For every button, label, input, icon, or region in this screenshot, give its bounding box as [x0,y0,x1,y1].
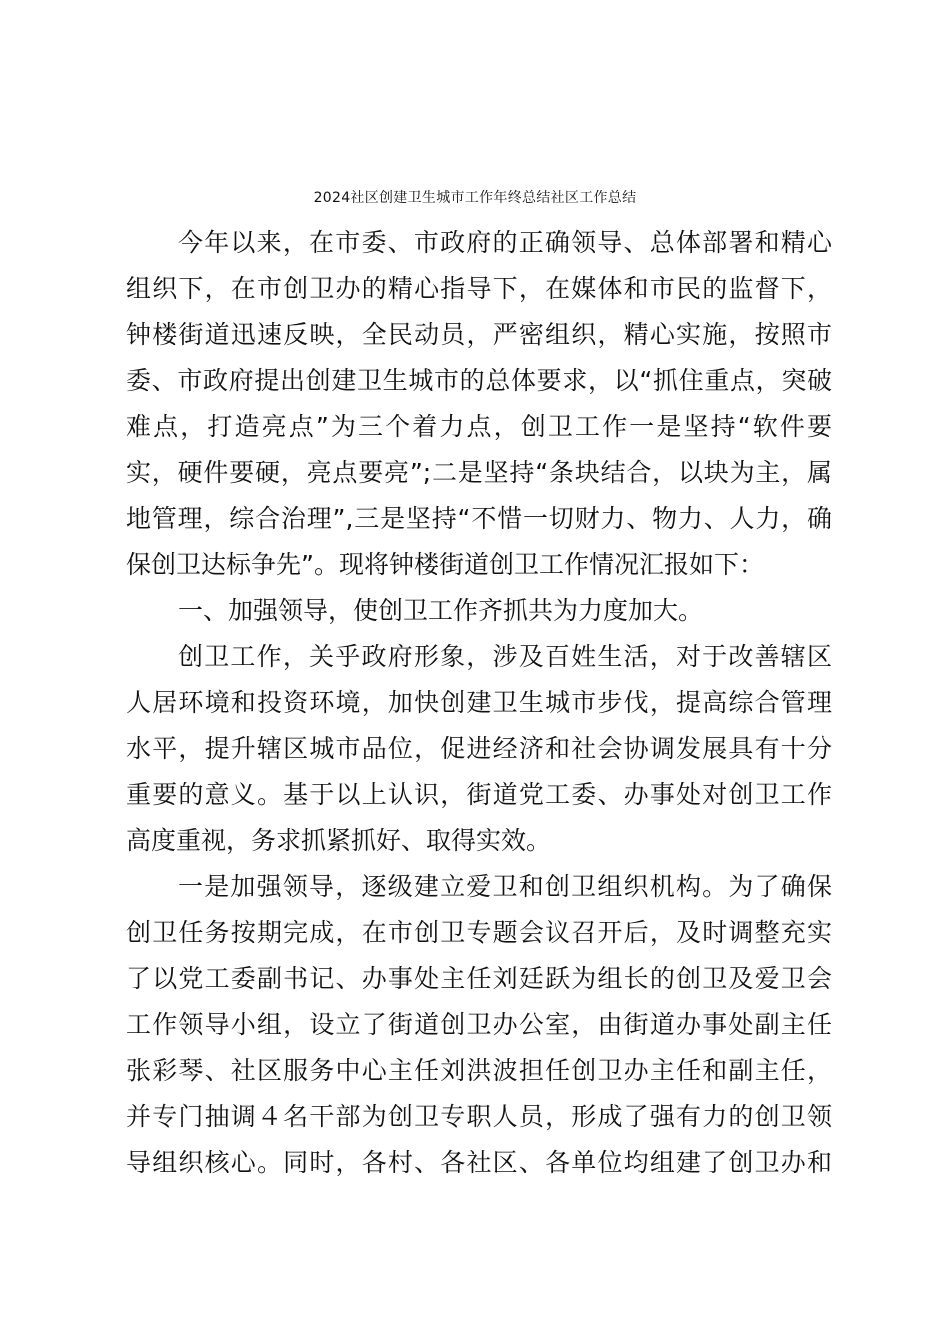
body-line: 导组织核心。同时，各村、各社区、各单位均组建了创卫办和 [126,1148,832,1177]
document-body [126,220,832,1186]
body-line: 张彩琴、社区服务中心主任刘洪波担任创卫办主任和副主任， [126,1056,832,1085]
body-line: 工作领导小组，设立了街道创卫办公室，由街道办事处副主任 [126,1010,832,1039]
body-line: 委、市政府提出创建卫生城市的总体要求，以“抓住重点，突破 [126,366,832,395]
body-line: 一、加强领导，使创卫工作齐抓共为力度加大。 [178,596,704,625]
document-title: 2024社区创建卫生城市工作年终总结社区工作总结 [313,190,637,206]
body-line: 地管理，综合治理”,三是坚持“不惜一切财力、物力、人力，确 [126,504,832,533]
body-line: 创卫工作，关乎政府形象，涉及百姓生活，对于改善辖区 [178,642,832,671]
body-line: 钟楼街道迅速反映，全民动员，严密组织，精心实施，按照市 [126,320,832,349]
body-line: 重要的意义。基于以上认识，街道党工委、办事处对创卫工作 [126,780,832,809]
body-line: 人居环境和投资环境，加快创建卫生城市步伐，提高综合管理 [126,688,832,717]
body-line: 一是加强领导，逐级建立爱卫和创卫组织机构。为了确保 [178,872,832,901]
body-line: 了以党工委副书记、办事处主任刘廷跃为组长的创卫及爱卫会 [126,964,832,993]
body-line: 难点，打造亮点”为三个着力点，创卫工作一是坚持“软件要 [126,412,832,441]
body-line: 组织下，在市创卫办的精心指导下，在媒体和市民的监督下， [126,274,832,303]
body-line: 水平，提升辖区城市品位，促进经济和社会协调发展具有十分 [126,734,832,763]
body-line: 保创卫达标争先”。现将钟楼街道创卫工作情况汇报如下： [126,550,764,579]
body-line: 高度重视，务求抓紧抓好、取得实效。 [126,826,552,855]
body-line: 并专门抽调４名干部为创卫专职人员，形成了强有力的创卫领 [126,1102,832,1131]
body-line: 创卫任务按期完成，在市创卫专题会议召开后，及时调整充实 [126,918,832,947]
body-line: 实，硬件要硬，亮点要亮”;二是坚持“条块结合，以块为主，属 [126,458,832,487]
body-line: 今年以来，在市委、市政府的正确领导、总体部署和精心 [178,228,832,257]
